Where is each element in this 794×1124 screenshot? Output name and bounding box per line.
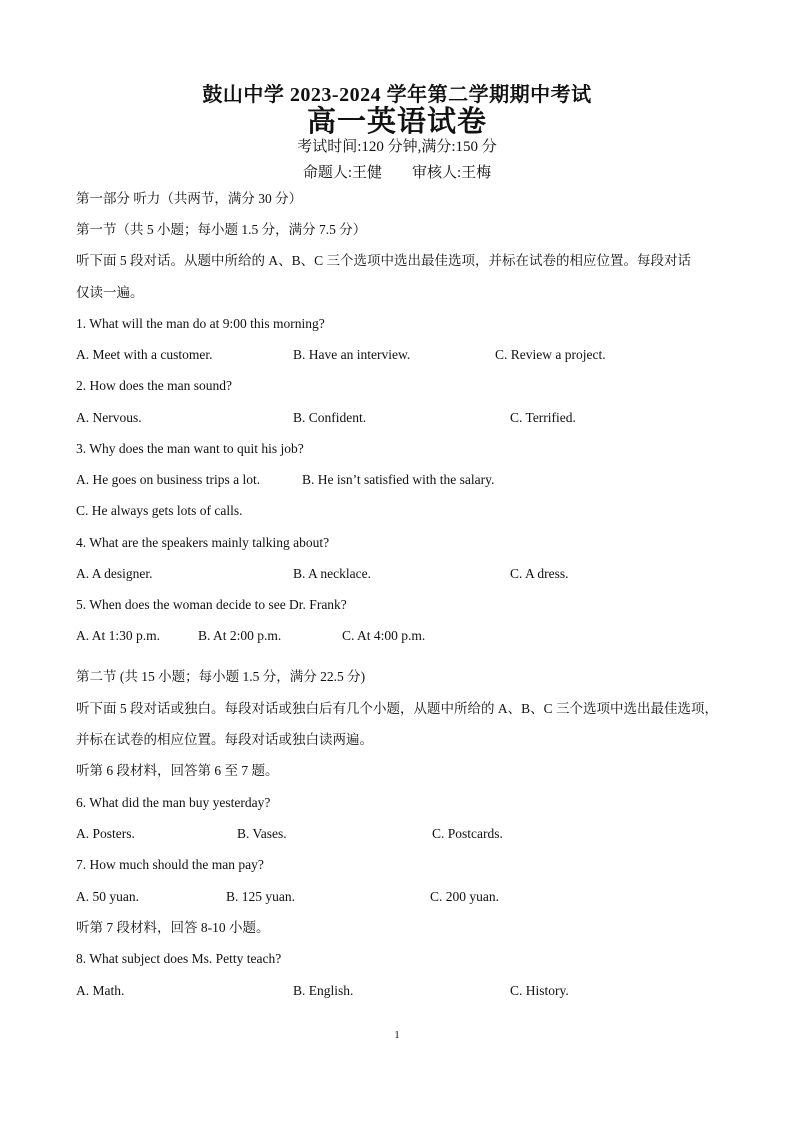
option-a: A. He goes on business trips a lot.: [76, 472, 261, 487]
school-title: 鼓山中学 2023-2024 学年第二学期期中考试: [202, 84, 592, 106]
option-c: C. History.: [510, 983, 569, 998]
question-stem: 3. Why does the man want to quit his job?: [76, 441, 304, 456]
option-b: B. 125 yuan.: [226, 889, 295, 904]
section1-title: 第一节（共 5 小题；每小题 1.5 分，满分 7.5 分）: [76, 222, 367, 237]
option-a: A. Nervous.: [76, 410, 142, 425]
reviewer: 审核人:王梅: [412, 165, 492, 181]
authors-line: [0, 161, 794, 182]
question-stem: 2. How does the man sound?: [76, 378, 232, 393]
exam-title: 高一英语试卷: [306, 106, 487, 138]
option-b: B. Have an interview.: [293, 347, 411, 362]
option-a: A. Math.: [76, 983, 125, 998]
option-a: A. 50 yuan.: [76, 889, 139, 904]
part1-title: 第一部分 听力（共两节，满分 30 分）: [76, 191, 303, 206]
option-c: C. He always gets lots of calls.: [76, 503, 243, 518]
section2-title: 第二节 (共 15 小题；每小题 1.5 分，满分 22.5 分): [76, 669, 366, 684]
section2-instructions-1: 听下面 5 段对话或独白。每段对话或独白后有几个小题，从题中所给的 A、B、C 三个选项中选出最佳选项，: [76, 701, 719, 716]
question-stem: 6. What did the man buy yesterday?: [76, 795, 271, 810]
option-c: C. At 4:00 p.m.: [342, 628, 426, 643]
option-b: B. Confident.: [293, 410, 367, 425]
section1-instructions-1: 听下面 5 段对话。从题中所给的 A、B、C 三个选项中选出最佳选项，并标在试卷的相应位置。每段对话: [76, 253, 692, 268]
section2-instructions-2: 并标在试卷的相应位置。每段对话或独白读两遍。: [76, 732, 373, 747]
question-stem: 8. What subject does Ms. Petty teach?: [76, 951, 282, 966]
question-stem: 1. What will the man do at 9:00 this morning?: [76, 316, 325, 331]
section1-instructions-2: 仅读一遍。: [76, 285, 144, 300]
option-c: C. 200 yuan.: [430, 889, 499, 904]
option-b: B. A necklace.: [293, 566, 371, 581]
question-stem: 4. What are the speakers mainly talking about?: [76, 535, 330, 550]
option-b: B. At 2:00 p.m.: [198, 628, 282, 643]
material-6-note: 听第 6 段材料，回答第 6 至 7 题。: [76, 763, 279, 778]
option-c: C. Postcards.: [432, 826, 503, 841]
question-stem: 7. How much should the man pay?: [76, 857, 264, 872]
option-b: B. Vases.: [237, 826, 287, 841]
setter: 命题人:王健: [302, 165, 382, 181]
option-b: B. English.: [293, 983, 354, 998]
option-a: A. At 1:30 p.m.: [76, 628, 161, 643]
exam-info: 考试时间:120 分钟,满分:150 分: [297, 139, 497, 155]
option-a: A. Meet with a customer.: [76, 347, 213, 362]
option-c: C. A dress.: [510, 566, 569, 581]
option-c: C. Review a project.: [495, 347, 606, 362]
option-a: A. Posters.: [76, 826, 135, 841]
question-stem: 5. When does the woman decide to see Dr. Frank?: [76, 597, 347, 612]
option-a: A. A designer.: [76, 566, 153, 581]
option-c: C. Terrified.: [510, 410, 576, 425]
page-number: 1: [394, 1029, 400, 1041]
material-7-note: 听第 7 段材料，回答 8-10 小题。: [76, 920, 270, 935]
option-b: B. He isn’t satisfied with the salary.: [302, 472, 495, 487]
